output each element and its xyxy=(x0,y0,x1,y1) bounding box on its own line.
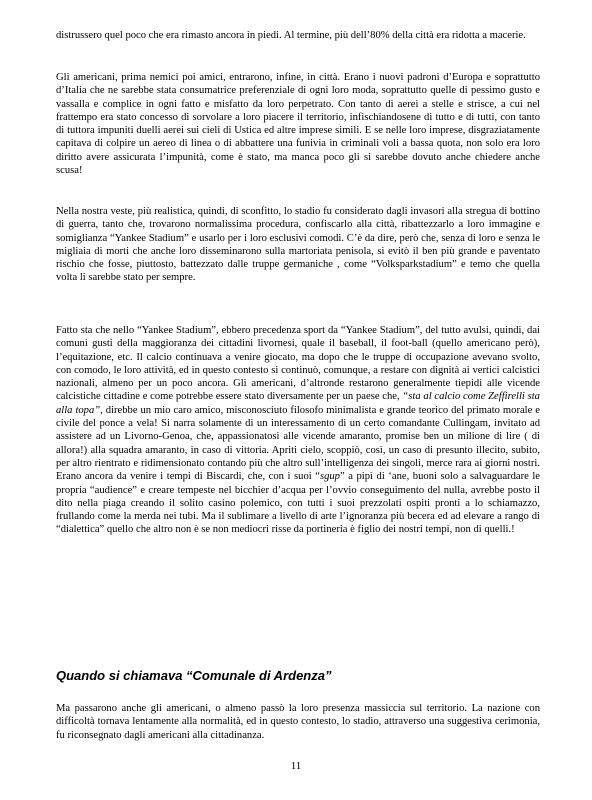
zeffirelli-quote: “sta al calcio come Zeffirelli sta alla topa” xyxy=(56,391,540,416)
section-paragraph: Ma passarono anche gli americani, o almeno passò la loro presenza massiccia sul territorio. La nazione con difficoltà tornava lentamente alla normalità, ed in questo contesto, lo stadio, attraverso una suggestiva cerimonia, fu riconsegnato dagli americani alla cittadinanza. xyxy=(56,703,540,741)
paragraph-1: distrussero quel poco che era rimasto ancora in piedi. Al termine, più dell’80% della città era ridotta a macerie. xyxy=(56,30,526,41)
paragraph-3: Nella nostra veste, più realistica, quindi, di sconfitto, lo stadio fu considerato dagli invasori alla stregua di bottino di guerra, tanto che, trovarono normalissima procedura, confiscarlo alla città, ribattezzarlo a loro immagine e somiglianza “Yankee Stadium” e usarlo per i loro esclusivi comodi. C’è da dire, però che, senza di loro e senza le migliaia di morti che anche loro disseminarono sulla martoriata penisola, si evitò il ben più grande e paventato rischio che fosse, piuttosto, battezzato dalle truppe germaniche , come “Volksparkstadium” e temo che quella volta li sarebbe stato per sempre. xyxy=(56,206,540,284)
page-number: 11 xyxy=(290,760,302,772)
sgup-word: sgup xyxy=(319,471,340,483)
paragraph-4 xyxy=(56,324,540,537)
paragraph-4-part-1: Fatto sta che nello “Yankee Stadium”, ebbero precedenza sport da “Yankee Stadium”, del tutto avulsi, quindi, dai comuni gusti della maggioranza dei cittadini livornesi, quale il baseball, il foot-ball (quello americano però), l’equitazione, etc. Il calcio continuava a venire giocato, ma dopo che le truppe di occupazione avevano svolto, con comodo, le loro attività, ed in questo contesto si continuò, comunque, a restare con dignità ai vertici calcistici nazionali, almeno per un poco ancora. Gli americani, d’altronde restarono generalmente tiepidi alle vicende calcistiche cittadine e come potrebbe essere stato diversamente per un paese che, xyxy=(56,325,540,403)
paragraph-4-part-3: ” a pipì di ‘ane, buoni solo a salvaguardare le propria “audience” e creare tempeste nel bicchier d’acqua per l’ovvio conseguimento del nulla, avrebbe posto il dito nella piaga creando il solito casino polemico, con tutti i suoi prezzolati ospiti pronti a lo schiamazzo, frullando come la merda nei tubi. Ma il sublimare a livello di arte l’ignoranza più becera ed ad elevare a rango di “dialettica” quello che altro non è se non mediocri risse da portineria è figlio dei nostri tempi, non di quelli.! xyxy=(56,471,541,536)
paragraph-2: Gli americani, prima nemici poi amici, entrarono, infine, in città. Erano i nuovi padroni d’Europa e soprattutto d’Italia che ne sarebbe stata consumatrice preferenziale di ogni loro moda, soprattutto quelle di pessimo gusto e vassalla e complice in ogni fatto e misfatto da loro perpetrato. Con tanto di aerei a stelle e strisce, a cui nel frattempo era stato concesso di sorvolare a loro piacere il territorio, infischiandosene di tutto e di tutti, con tanto di tuttora impuniti duelli aerei sui cieli di Ustica ed altre imprese simili. E se nelle loro imprese, disgraziatamente capitava di colpire un aereo di linea o di abbattere una funivia in criminali voli a bassa quota, non solo era loro diritto avere assicurata l’impunità, come è stato, ma manca poco gli si sarebbe dovuto anche chiedere anche scusa! xyxy=(56,72,540,177)
section-heading: Quando si chiamava “Comunale di Ardenza” xyxy=(56,668,332,683)
paragraph-4-part-2: , direbbe un mio caro amico, misconosciuto filosofo minimalista e grande teorico del primato morale e civile del ponce a vela! Si narra solamente di un interessamento di un certo comandante Cullingam, invitato ad assistere ad un Livorno-Genoa, che, appassionatosi alle vicende amaranto, promise ben un milione di lire ( di allora!) alla squadra amaranto, in caso di vittoria. Apriti cielo, scoppiò, così, un caso di presunto illecito, subito, per altro rientrato e ridimensionato contando più che altro sull’intelligenza dei singoli, merce rara ai giorni nostri. Erano ancora da venire i tempi di Biscardi, che, con i suoi “ xyxy=(56,404,540,483)
